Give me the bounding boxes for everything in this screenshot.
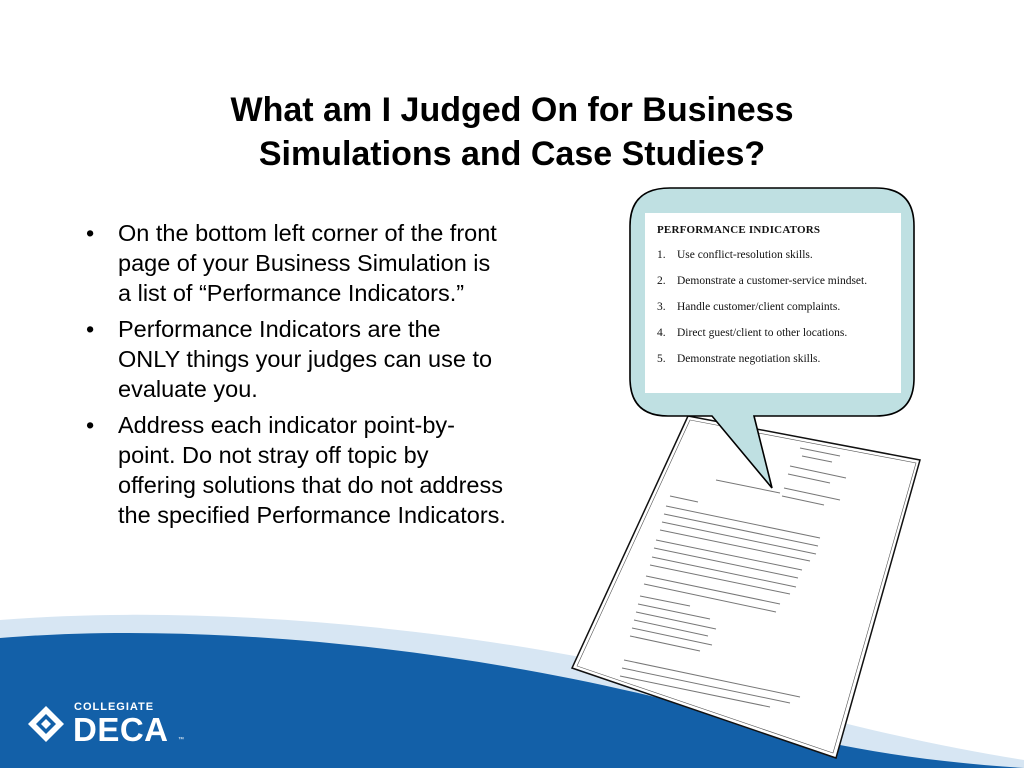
bullet-item xyxy=(78,314,508,404)
indicator-item xyxy=(657,353,901,379)
indicator-number: 4. xyxy=(657,327,666,339)
bullet-item xyxy=(78,218,508,308)
deca-diamond-icon xyxy=(26,704,66,744)
logo-collegiate-text: COLLEGIATE xyxy=(74,701,155,713)
bullet-text: Address each indicator point-by-point. Do not stray off topic by offering solutions that do not address the specified Performance Indicators. xyxy=(118,412,506,528)
bullet-text: On the bottom left corner of the front page of your Business Simulation is a list of “Performance Indicators.” xyxy=(118,220,497,306)
indicator-item xyxy=(657,327,901,353)
indicator-number: 2. xyxy=(657,275,666,287)
slide-title: What am I Judged On for Business Simulations and Case Studies? xyxy=(230,91,794,174)
bullet-glyph: • xyxy=(86,220,95,246)
bullet-glyph: • xyxy=(86,316,95,342)
bullet-glyph: • xyxy=(86,412,95,438)
indicator-item xyxy=(657,275,901,301)
indicator-number: 1. xyxy=(657,249,666,261)
indicator-text: Use conflict-resolution skills. xyxy=(677,249,813,261)
performance-indicators-heading: PERFORMANCE INDICATORS xyxy=(657,224,821,236)
indicator-number: 5. xyxy=(657,353,666,365)
performance-indicators-panel xyxy=(645,213,901,393)
logo-deca-text: DECA xyxy=(73,711,169,748)
bullet-item xyxy=(78,410,508,530)
indicator-text: Demonstrate negotiation skills. xyxy=(677,353,821,365)
logo-trademark: ™ xyxy=(178,737,184,743)
performance-indicators-list xyxy=(657,249,901,379)
indicator-number: 3. xyxy=(657,301,666,313)
indicator-item xyxy=(657,249,901,275)
bullet-text: Performance Indicators are the ONLY things your judges can use to evaluate you. xyxy=(118,316,493,402)
indicator-text: Demonstrate a customer-service mindset. xyxy=(677,275,868,287)
document-icon xyxy=(572,416,920,758)
bullet-list xyxy=(78,218,508,536)
indicator-item xyxy=(657,301,901,327)
indicator-text: Handle customer/client complaints. xyxy=(677,301,841,313)
collegiate-deca-logo xyxy=(26,700,226,750)
indicator-text: Direct guest/client to other locations. xyxy=(677,327,848,339)
